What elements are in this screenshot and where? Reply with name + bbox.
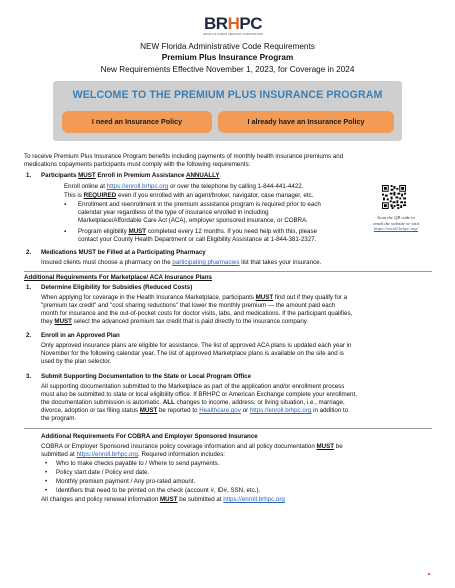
enroll-link[interactable]: https://enroll.brhpc.org xyxy=(76,451,139,458)
header-line-1: NEW Florida Administrative Code Requirements xyxy=(140,42,315,51)
cobra-bullet-3: Monthly premium payment / Any pro-rated amount. xyxy=(56,478,196,485)
qr-caption: Scan the QR code to reach the website or visit https://enroll.brhpc.org/ xyxy=(360,215,432,232)
section-1-bullet-2-line-1: Program eligibility MUST completed every 12 months. If you need help with this, please xyxy=(78,228,318,235)
aca-3-line-5: the program. xyxy=(41,415,77,422)
aca-3-line-2: must also be submitted to state or local eligibility office. If BRHPC or American Exchange complete your enrollment, xyxy=(41,391,357,398)
intro-line-2: medications copayments participants must comply with the following requirements: xyxy=(24,161,251,168)
bullet-icon: • xyxy=(45,460,48,467)
section-1-bullet-2-line-2: contact your County Health Department or call Eligibility Assistance at 1-844-381-2327. xyxy=(78,236,317,243)
cobra-bullet-1: Who to make checks payable to / Where to send payments. xyxy=(56,460,220,467)
welcome-banner xyxy=(53,81,402,141)
participating-pharmacies-link[interactable]: participating pharmacies xyxy=(172,259,240,266)
section-1-heading: Participants MUST Enroll in Premium Assistance ANNUALLY xyxy=(41,172,220,179)
logo-wordmark: BRHPC xyxy=(204,14,262,33)
qr-link[interactable]: https://enroll.brhpc.org/ xyxy=(373,226,419,232)
section-1-bullet-1-line-3: Marketplace/Affordable Care Act (ACA), employer sponsored insurance, or COBRA. xyxy=(78,217,308,224)
divider xyxy=(24,428,432,429)
brhpc-logo xyxy=(198,14,268,36)
aca-3-line-3: the documentation submission is automatic. ALL changes to income, address, or living situation, i.e., marriage, xyxy=(41,399,345,406)
aca-3-heading: Submit Supporting Documentation to the State or Local Program Office xyxy=(41,373,252,380)
cobra-bullet-2: Policy start date / Policy end date. xyxy=(56,469,150,476)
aca-2-line-1: Only approved insurance plans are eligible for assistance. The list of approved ACA plans is updated each year in xyxy=(41,342,352,349)
cobra-line-3: All changes and policy renewal information MUST be submitted at https://enroll.brhpc.org xyxy=(41,496,285,503)
logo-tagline: HEALTH & HUMAN SERVICES CORPORATION xyxy=(203,33,263,36)
cobra-line-1: COBRA or Employer Sponsored insurance policy coverage information and all policy documentation MUST be xyxy=(41,443,343,450)
aca-2-heading: Enroll in an Approved Plan xyxy=(41,332,120,339)
aca-1-line-1: When applying for coverage in the Health Insurance Marketplace, participants MUST find out if they qualify for a xyxy=(41,294,348,301)
aca-3-number: 3. xyxy=(26,373,32,380)
aca-3-line-1: All supporting documentation submitted to the Marketplace as part of the application and/or enrollment process xyxy=(41,383,345,390)
aca-1-line-3: month for insurance and the out-of-pocket costs for doctor visits, labs, and medications. If the participant qualifies, xyxy=(41,310,353,317)
aca-2-number: 2. xyxy=(26,332,32,339)
enroll-link[interactable]: https://enroll.brhpc.org xyxy=(249,407,312,414)
aca-2-line-3: used by the plan selector. xyxy=(41,358,112,365)
bullet-icon: ▪ xyxy=(64,201,67,208)
aca-1-number: 1. xyxy=(26,284,32,291)
welcome-title: WELCOME TO THE PREMIUM PLUS INSURANCE PROGRAM xyxy=(72,89,383,101)
section-1-bullet-1-line-2: calendar year regardless of the type of insurance enrolled in including xyxy=(78,209,269,216)
section-2-line: Insured clients must choose a pharmacy on the participating pharmacies list that takes your insurance. xyxy=(41,259,322,266)
intro-line-1: To receive Premium Plus Insurance Program benefits including payments of monthly health insurance premiums and xyxy=(24,153,344,160)
have-policy-button[interactable]: I already have an Insurance Policy xyxy=(218,111,394,133)
section-1-enroll-line: Enroll online at https://enroll.brhpc.org or over the telephone by calling 1-844-441-4422. xyxy=(64,183,304,190)
section-2-number: 2. xyxy=(26,249,32,256)
bullet-icon: ▪ xyxy=(64,228,67,235)
enroll-link[interactable]: https://enroll.brhpc.org xyxy=(106,183,169,190)
aca-2-line-2: November for the following calendar year. The list of approved Marketplace plans is available on the site and is xyxy=(41,350,344,357)
enroll-link[interactable]: https://enroll.brhpc.org xyxy=(223,496,285,503)
header-effective-date: New Requirements Effective November 1, 2023, for Coverage in 2024 xyxy=(100,65,355,74)
section-2-heading: Medications MUST be Filled at a Participating Pharmacy xyxy=(41,249,206,256)
aca-1-heading: Determine Eligibility for Subsidies (Reduced Costs) xyxy=(41,284,193,291)
section-1-bullet-1-line-1: Enrollment and reenrollment in the premium assistance program is required prior to each xyxy=(78,201,321,208)
bullet-icon: • xyxy=(45,469,48,476)
cobra-bullet-4: Identifiers that need to be printed on the check (account #, ID#, SSN, etc.). xyxy=(56,487,261,494)
aca-1-line-2: "premium tax credit" and "cost sharing reductions" that lower the monthly premium — the amount paid each xyxy=(41,302,336,309)
divider xyxy=(24,271,432,272)
aca-requirements-title: Additional Requirements For Marketplace/ ACA Insurance Plans xyxy=(24,274,212,281)
need-policy-button[interactable]: I need an Insurance Policy xyxy=(62,111,212,133)
section-1-required-line: This is REQUIRED even if you enrolled with an agent/broker, navigator, case manager, etc. xyxy=(64,192,314,199)
healthcare-gov-link[interactable]: Healthcare.gov xyxy=(199,407,241,414)
cobra-requirements-title: Additional Requirements For COBRA and Employer Sponsored Insurance xyxy=(41,433,258,440)
bullet-icon: • xyxy=(45,487,48,494)
aca-1-line-4: they MUST select the advanced premium tax credit that is paid directly to the insurance company. xyxy=(41,318,309,325)
section-1-number: 1. xyxy=(26,172,32,179)
qr-code-icon[interactable] xyxy=(382,185,406,209)
page-marker xyxy=(428,573,430,575)
aca-3-line-4: divorce, adoption or tax filing status MUST be reported to Healthcare.gov or https://enroll.brhpc.org in addition to xyxy=(41,407,349,414)
bullet-icon: • xyxy=(45,478,48,485)
header-program-name: Premium Plus Insurance Program xyxy=(161,53,294,62)
cobra-line-2: submitted at https://enroll.brhpc.org. Required information includes: xyxy=(41,451,226,458)
